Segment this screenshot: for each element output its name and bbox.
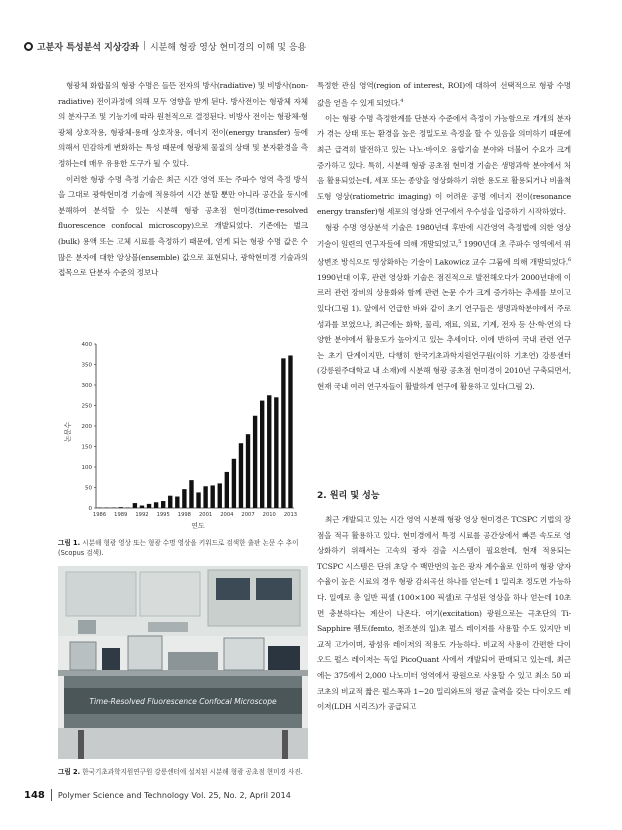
- bar-1996: [168, 496, 172, 508]
- y-tick-label: 350: [81, 362, 92, 369]
- bar-1991: [133, 503, 137, 508]
- y-tick-label: 0: [88, 506, 92, 512]
- figure-2-photo: [58, 566, 308, 759]
- x-tick-label: 1995: [156, 512, 170, 518]
- bar-1993: [147, 504, 151, 508]
- paragraph: 이는 형광 수명 측정한계를 단분자 수준에서 측정이 가능함으로 개개의 분자가 겪는 상태 또는 환경을 높은 정밀도로 측정을 할 수 있음을 의미하기 때문에 최근 급격히 발전하고 있는 나노·바이오 융합기술 분야와 더불어 수요가 크게 증가하고 있다. 특히, 시분해 형광 공초점 현미경 기술은 생명과학 분야에서 처음 활용되었는데, 세포 또는 종양을 영상화하기 위한 용도로 활용되거나 비율척도형 영상(ratiometric imaging) 이 어려운 공명 에너지 전이(resonance energy transfer)형 세포의 영상화 연구에서 우수성을 입증하기 시작하였다.: [317, 113, 571, 217]
- paragraph: [317, 220, 571, 395]
- figure-1-caption-text: 시분해 형광 영상 또는 형광 수명 영상을 키워드로 검색한 출판 논문 수 추이(Scopus 검색).: [58, 539, 299, 557]
- bar-1992: [140, 506, 144, 508]
- bar-2008: [253, 416, 257, 508]
- y-tick-label: 250: [81, 403, 92, 410]
- x-tick-label: 1992: [135, 512, 149, 518]
- paragraph-text: 특정한 관심 영역(region of interest, ROI)에 대하여 선택적으로 형광 수명 값을 얻을 수 있게 되었다.: [317, 81, 571, 108]
- bar-2003: [218, 483, 222, 508]
- journal-citation: Polymer Science and Technology Vol. 25, No. 2, April 2014: [57, 790, 291, 800]
- bar-2006: [239, 443, 243, 508]
- header-subtitle: 시분해 형광 영상 현미경의 이해 및 응용: [149, 42, 307, 53]
- y-tick-label: 50: [85, 485, 92, 492]
- x-tick-label: 2013: [283, 512, 298, 518]
- reference-mark: 6: [567, 256, 571, 263]
- bar-2011: [274, 397, 278, 508]
- bar-2005: [232, 459, 236, 508]
- paragraph-text: 1990년대 이후, 관련 영상화 기술은 점진적으로 발전해오다가 2000년대에 이르러 관련 장비의 상용화와 함께 관련 논문 수가 크게 증가하는 추세를 보이고 있다(그림 1). 앞에서 언급한 바와 같이 초기 연구들은 생명과학분야에서 주로 성과를 보였으나, 최근에는 화학, 물리, 재료, 의료, 기계, 전자 등 산·학·연의 다양한 분야에서 활용도가 높아지고 있는 추세이다. 이에 반하여 국내 관련 연구는 초기 단계이지만, 다행히 한국기초과학지원연구원(이하 기초연) 강릉센터(강릉원주대학교 내 소재)에 시분해 형광 공초점 현미경이 2010년 구축되면서, 현재 국내 여러 연구자들이 활발하게 연구에 활용하고 있다(그림 2).: [317, 272, 571, 391]
- paragraph-text: 1990년대 초 주파수 영역에서 위상변조 방식으로 영상화하는 기술이 Lakowicz 교수 그룹에 의해 개발되었다.: [317, 240, 571, 267]
- bar-1995: [161, 501, 165, 508]
- series-title: 고분자 특성분석 지상강좌: [37, 42, 139, 53]
- bar-2009: [260, 401, 264, 508]
- bar-2004: [225, 472, 229, 508]
- paragraph: 형광체 화합물의 형광 수명은 들뜬 전자의 방사(radiative) 및 비방사(non-radiative) 전이과정에 의해 모두 영향을 받게 된다. 방사전이는 형광체 자체의 분자구조 및 기능기에 따라 원천적으로 결정된다. 비방사 전이는 형광체-형광체 상호작용, 형광체-용매 상호작용, 에너지 전이(energy transfer) 등에 의해서 민감하게 변화하는 특성 때문에 형광체 물질의 상태 및 분자환경을 측정하는데 매우 유용한 도구가 될 수 있다.: [58, 81, 308, 168]
- reference-mark: 4: [400, 97, 404, 104]
- paragraph: [317, 78, 571, 111]
- x-tick-label: 2010: [262, 512, 276, 518]
- figure-2-caption: [58, 767, 306, 777]
- bar-2002: [210, 485, 214, 508]
- lab-photo-illustration: [58, 566, 308, 759]
- bar-1989: [119, 507, 123, 508]
- bar-2010: [267, 395, 271, 508]
- circle-bullet-icon: [24, 42, 33, 51]
- figure-1-caption: [58, 538, 306, 558]
- bar-2001: [203, 486, 207, 508]
- paragraph: 최근 개발되고 있는 시간 영역 시분해 형광 영상 현미경은 TCSPC 기법의 장점을 적극 활용하고 있다. 현미경에서 특정 시료를 공간상에서 빠른 속도로 영상화하기 위해서는 고속의 광자 검출 시스템이 필요한데, 현재 적용되는 TCSPC 시스템은 단위 초당 수 백만번의 높은 광자 계수율로 인하여 형광 양자수율이 높은 시료의 경우 형광 감쇠곡선 하나를 얻는데 1 밀리초 정도면 가능하다. 일예로 총 일반 픽셀 (100×100 픽셀)로 구성된 영상을 하나 얻는데 10초면 충분하다는 계산이 나온다. 여기(excitation) 광원으로는 극초단의 Ti-Sapphire 펨토(femto, 천조분의 일)초 펄스 레이저를 사용할 수도 있지만 비교적 고가이며, 광섬유 레이저의 적용도 가능하다. 비교적 사용이 간편한 다이오드 펄스 레이저는 독일 PicoQuant 사에서 개발되어 판매되고 있는데, 최근에는 375에서 2,000 나노미터 영역에서 광원으로 사용할 수 있고 최소 50 피코초의 비교적 짧은 펄스폭과 1~20 밀리와트의 평균 출력을 갖는 다이오드 레이저(LDH 시리즈)가 공급되고: [317, 515, 571, 712]
- figure-1-label: 그림 1.: [58, 539, 81, 547]
- bar-2012: [281, 358, 285, 508]
- paragraph: 이러한 형광 수명 측정 기술은 최근 시간 영역 또는 주파수 영역 측정 방식을 그대로 광학현미경 기술에 적용하여 시간 분할 뿐만 아니라 공간을 동시에 분해하여 분석할 수 있는 시분해 형광 공초점 현미경(time-resolved fluorescence confocal microscopy)으로 개발되었다. 기존에는 벌크(bulk) 용액 또는 고체 시료를 측정하기 때문에, 얻게 되는 형광 수명 값은 수 많은 분자에 대한 앙상블(ensemble) 값으로 표현되나, 광학현미경 기술과의 접목으로 단분자 수준의 정보나: [58, 174, 308, 278]
- figure-1-chart: [58, 336, 308, 536]
- x-tick-label: 2001: [199, 512, 213, 518]
- x-tick-label: 2007: [241, 512, 255, 518]
- x-tick-label: 1989: [114, 512, 128, 518]
- page-number: 148: [24, 789, 45, 801]
- y-tick-label: 400: [81, 342, 92, 348]
- x-tick-label: 1998: [177, 512, 191, 518]
- bar-2013: [288, 355, 292, 508]
- footer-divider: [51, 789, 52, 801]
- y-tick-label: 150: [81, 444, 92, 451]
- y-axis-label: 논문수: [64, 421, 72, 443]
- bar-1999: [189, 480, 193, 508]
- y-tick-label: 300: [81, 383, 92, 389]
- left-column: [58, 78, 308, 281]
- header-separator: |: [142, 41, 146, 51]
- section-heading: 2. 원리 및 성능: [317, 491, 380, 501]
- bar-2000: [196, 492, 200, 508]
- figure-2-caption-text: 한국기초과학지원연구원 강릉센터에 설치된 시분해 형광 공초점 현미경 사진.: [82, 768, 303, 776]
- bar-1998: [182, 489, 186, 508]
- bar-1997: [175, 497, 179, 508]
- bar-2007: [246, 434, 250, 508]
- section-2-body: [317, 512, 571, 715]
- x-axis-label: 연도: [191, 522, 205, 530]
- paragraph-text: 형광 수명 영상분석 기술은 1980년대 후반에 시간영역 측정법에 의한 영상기술이 일련의 연구자들에 의해 개발되었고,: [317, 222, 571, 249]
- x-tick-label: 1986: [92, 512, 107, 518]
- photo-sign-text: Time-Resolved Fluorescence Confocal Microscope: [89, 697, 277, 706]
- y-tick-label: 100: [81, 465, 92, 471]
- bar-1994: [154, 502, 158, 508]
- page-footer: [24, 788, 598, 802]
- right-column: [317, 78, 571, 394]
- reference-mark: 5: [458, 239, 462, 246]
- running-header: [24, 38, 598, 54]
- figure-2-label: 그림 2.: [58, 768, 81, 776]
- y-tick-label: 200: [81, 424, 92, 430]
- x-tick-label: 2004: [220, 512, 234, 518]
